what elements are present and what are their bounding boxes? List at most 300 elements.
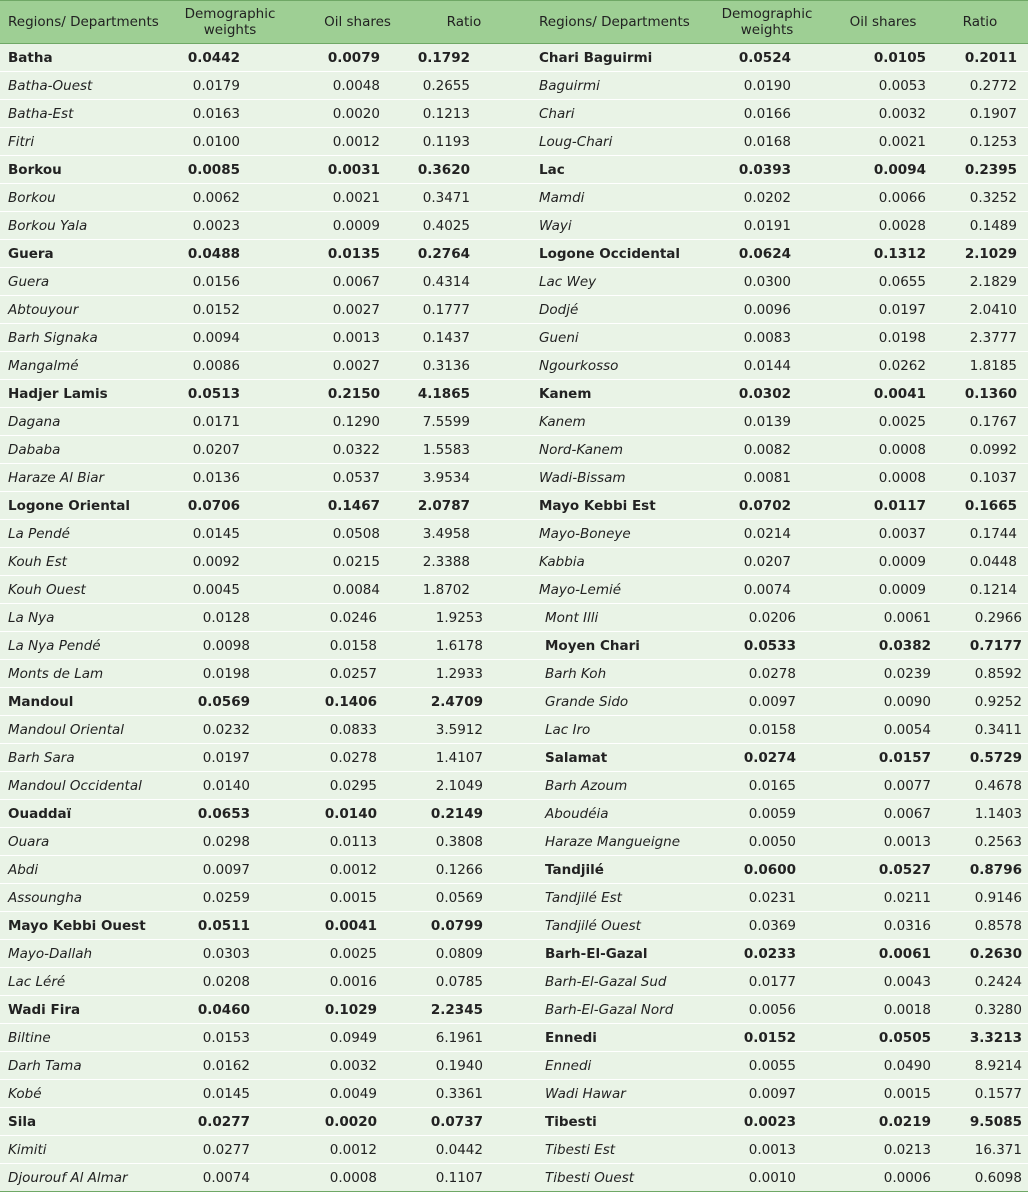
ratio-cell: 0.3252 [969,189,1017,206]
demographic-weight-cell: 0.0163 [192,105,240,122]
left-department-entry [0,1052,531,1079]
demographic-weight-cell: 0.0233 [743,945,796,962]
left-department-entry [0,100,531,127]
demographic-weight-cell: 0.0055 [748,1057,796,1074]
name-cell: Mangalmé [8,357,79,374]
oil-share-cell: 0.1029 [324,1001,377,1018]
right-region-entry [531,1108,1028,1135]
name-cell: Barh-El-Gazal Sud [545,973,667,990]
oil-share-cell: 0.0037 [878,525,926,542]
oil-share-cell: 0.0219 [878,1113,931,1130]
left-department-entry [0,352,531,379]
ratio-cell: 8.9214 [974,1057,1022,1074]
demographic-weight-cell: 0.0085 [187,161,240,178]
name-cell: Mayo Kebbi Est [539,497,656,514]
oil-share-cell: 0.0061 [883,609,931,626]
demographic-weight-cell: 0.0298 [202,833,250,850]
oil-share-cell: 0.0094 [873,161,926,178]
demographic-weight-cell: 0.0600 [743,861,796,878]
oil-share-cell: 0.0527 [878,861,931,878]
ratio-cell: 0.2630 [969,945,1022,962]
oil-share-cell: 0.0027 [332,357,380,374]
demographic-weight-cell: 0.0097 [748,1085,796,1102]
name-cell: La Pendé [8,525,70,542]
oil-share-cell: 0.0322 [332,441,380,458]
oil-share-cell: 0.0025 [878,413,926,430]
oil-share-cell: 0.0278 [329,749,377,766]
demographic-weight-cell: 0.0062 [192,189,240,206]
name-cell: Guera [8,245,54,262]
name-cell: Logone Oriental [8,497,131,514]
table-row [0,492,1028,520]
oil-share-cell: 0.0013 [332,329,380,346]
oil-share-cell: 0.0012 [329,861,377,878]
left-department-entry [0,268,531,295]
demographic-weight-cell: 0.0214 [743,525,791,542]
oil-share-cell: 0.0012 [332,133,380,150]
demographic-weight-cell: 0.0393 [738,161,791,178]
demographic-weight-cell: 0.0165 [748,777,796,794]
ratio-cell: 0.4314 [422,273,470,290]
demographic-weight-cell: 0.0171 [192,413,240,430]
oil-share-cell: 0.1406 [324,693,377,710]
col-header-ratio: Ratio [962,14,998,30]
name-cell: Dagana [8,413,61,430]
ratio-cell: 0.1907 [969,105,1017,122]
ratio-cell: 0.9146 [974,889,1022,906]
name-cell: Wadi Hawar [545,1085,626,1102]
demographic-weight-cell: 0.0074 [743,581,791,598]
name-cell: Abtouyour [8,301,79,318]
demographic-weight-cell: 0.0511 [197,917,250,934]
demographic-weight-cell: 0.0303 [202,945,250,962]
left-department-entry [0,828,531,855]
oil-share-cell: 0.0117 [873,497,926,514]
demographic-weight-cell: 0.0208 [202,973,250,990]
ratio-cell: 0.1037 [969,469,1017,486]
col-header-regions: Regions/ Departments [539,14,690,30]
ratio-cell: 0.1107 [435,1169,483,1186]
name-cell: Salamat [545,749,608,766]
left-department-entry [0,212,531,239]
name-cell: Tandjilé Ouest [545,917,641,934]
name-cell: Mamdi [539,189,585,206]
col-header-oil-shares: Oil shares [324,14,391,30]
demographic-weight-cell: 0.0702 [738,497,791,514]
right-department-entry [531,1136,1028,1163]
right-department-entry [531,324,1028,351]
name-cell: Haraze Al Biar [8,469,105,486]
name-cell: Ouaddaï [8,805,72,822]
col-header-ratio: Ratio [446,14,482,30]
name-cell: Ennedi [545,1029,597,1046]
oil-share-cell: 0.0215 [332,553,380,570]
oil-share-cell: 0.0067 [332,273,380,290]
left-department-entry [0,324,531,351]
demographic-weight-cell: 0.0059 [748,805,796,822]
left-region-entry [0,800,531,827]
oil-share-cell: 0.0008 [878,469,926,486]
left-department-entry [0,1136,531,1163]
name-cell: Haraze Mangueigne [545,833,681,850]
right-department-entry [531,604,1028,631]
demographic-weight-cell: 0.0145 [192,525,240,542]
ratio-cell: 0.1193 [422,133,470,150]
right-department-entry [531,688,1028,715]
table-row [0,436,1028,464]
left-department-entry [0,772,531,799]
name-cell: Loug-Chari [539,133,613,150]
demographic-weight-cell: 0.0152 [743,1029,796,1046]
oil-share-cell: 0.0135 [327,245,380,262]
demographic-weight-cell: 0.0100 [192,133,240,150]
table-row [0,716,1028,744]
name-cell: Nord-Kanem [539,441,624,458]
table-row [0,408,1028,436]
left-department-entry [0,128,531,155]
left-department-entry [0,604,531,631]
demographic-weight-cell: 0.0524 [738,49,791,66]
name-cell: Lac [539,161,565,178]
ratio-cell: 0.1767 [969,413,1017,430]
ratio-cell: 0.7177 [969,637,1022,654]
oil-share-cell: 0.0655 [878,273,926,290]
ratio-cell: 0.3808 [435,833,483,850]
table-row [0,576,1028,604]
ratio-cell: 2.0787 [417,497,470,514]
right-department-entry [531,968,1028,995]
oil-share-cell: 0.0246 [329,609,377,626]
ratio-cell: 0.8578 [974,917,1022,934]
name-cell: Darh Tama [8,1057,82,1074]
ratio-cell: 0.2563 [974,833,1022,850]
table-row [0,688,1028,716]
table-body [0,44,1028,1192]
left-region-entry [0,156,531,183]
name-cell: Chari [539,105,575,122]
left-department-entry [0,856,531,883]
header-left [0,1,531,43]
name-cell: Tibesti Est [545,1141,616,1158]
demographic-weight-cell: 0.0202 [743,189,791,206]
ratio-cell: 0.1253 [969,133,1017,150]
table-row [0,268,1028,296]
right-region-entry [531,856,1028,883]
demographic-weight-cell: 0.0278 [748,665,796,682]
left-department-entry [0,660,531,687]
demographic-weight-cell: 0.0302 [738,385,791,402]
demographic-weight-cell: 0.0569 [197,693,250,710]
ratio-cell: 0.2395 [964,161,1017,178]
ratio-cell: 0.0442 [435,1141,483,1158]
demographic-weight-cell: 0.0045 [192,581,240,598]
name-cell: Monts de Lam [8,665,104,682]
oil-share-cell: 0.1290 [332,413,380,430]
demographic-weight-cell: 0.0533 [743,637,796,654]
demographic-weight-cell: 0.0097 [748,693,796,710]
right-region-entry [531,632,1028,659]
col-header-regions: Regions/ Departments [8,14,159,30]
left-department-entry [0,744,531,771]
name-cell: Barh-El-Gazal [545,945,648,962]
name-cell: Tandjilé [545,861,604,878]
name-cell: Kouh Ouest [8,581,86,598]
demographic-weight-cell: 0.0442 [187,49,240,66]
ratio-cell: 2.2345 [430,1001,483,1018]
ratio-cell: 0.1792 [417,49,470,66]
ratio-cell: 0.3136 [422,357,470,374]
oil-share-cell: 0.0077 [883,777,931,794]
right-department-entry [531,212,1028,239]
oil-share-cell: 0.0008 [878,441,926,458]
name-cell: Borkou [8,189,56,206]
oil-share-cell: 0.0295 [329,777,377,794]
ratio-cell: 2.1049 [435,777,483,794]
ratio-cell: 0.5729 [969,749,1022,766]
ratio-cell: 0.9252 [974,693,1022,710]
col-header-demographic-weights: Demographic weights [184,6,276,38]
name-cell: Assoungha [8,889,83,906]
left-department-entry [0,716,531,743]
name-cell: Borkou [8,161,62,178]
name-cell: Mandoul Oriental [8,721,125,738]
col-header-oil-shares: Oil shares [849,14,917,30]
ratio-cell: 0.3471 [422,189,470,206]
table-row [0,828,1028,856]
ratio-cell: 0.1940 [435,1057,483,1074]
right-department-entry [531,352,1028,379]
oil-share-cell: 0.0067 [883,805,931,822]
name-cell: Wadi-Bissam [539,469,626,486]
oil-share-cell: 0.0140 [324,805,377,822]
right-department-entry [531,436,1028,463]
demographic-weight-cell: 0.0197 [202,749,250,766]
ratio-cell: 2.3388 [422,553,470,570]
right-department-entry [531,268,1028,295]
demographic-weight-cell: 0.0139 [743,413,791,430]
demographic-weight-cell: 0.0083 [743,329,791,346]
oil-share-cell: 0.0257 [329,665,377,682]
header-right [531,1,1028,43]
right-department-entry [531,128,1028,155]
ratio-cell: 0.1437 [422,329,470,346]
ratio-cell: 0.1777 [422,301,470,318]
right-region-entry [531,744,1028,771]
right-department-entry [531,100,1028,127]
ratio-cell: 1.6178 [435,637,483,654]
demographic-weight-cell: 0.0277 [202,1141,250,1158]
left-department-entry [0,408,531,435]
demographic-weight-cell: 0.0082 [743,441,791,458]
table-row [0,912,1028,940]
left-region-entry [0,996,531,1023]
ratio-cell: 1.1403 [974,805,1022,822]
ratio-cell: 0.2149 [430,805,483,822]
name-cell: Barh-El-Gazal Nord [545,1001,674,1018]
name-cell: Fitri [8,133,35,150]
oil-share-cell: 0.0041 [873,385,926,402]
left-department-entry [0,576,531,603]
oil-share-cell: 0.0020 [332,105,380,122]
name-cell: Kabbia [539,553,585,570]
name-cell: Kanem [539,413,586,430]
demographic-weight-cell: 0.0010 [748,1169,796,1186]
right-region-entry [531,156,1028,183]
table-row [0,996,1028,1024]
demographic-weight-cell: 0.0096 [743,301,791,318]
name-cell: Tibesti Ouest [545,1169,635,1186]
oil-share-cell: 0.0239 [883,665,931,682]
ratio-cell: 2.1029 [964,245,1017,262]
oil-share-cell: 0.0105 [873,49,926,66]
demographic-weight-cell: 0.0056 [748,1001,796,1018]
demographic-weight-cell: 0.0136 [192,469,240,486]
name-cell: Mont Illi [545,609,599,626]
left-department-entry [0,548,531,575]
demographic-weight-cell: 0.0177 [748,973,796,990]
name-cell: Ouara [8,833,50,850]
name-cell: Batha [8,49,53,66]
oil-share-cell: 0.0048 [332,77,380,94]
oil-share-cell: 0.0018 [883,1001,931,1018]
right-department-entry [531,408,1028,435]
oil-share-cell: 0.0032 [878,105,926,122]
demographic-weight-cell: 0.0162 [202,1057,250,1074]
table-row [0,44,1028,72]
demographic-weight-cell: 0.0097 [202,861,250,878]
ratio-cell: 1.2933 [435,665,483,682]
left-department-entry [0,940,531,967]
ratio-cell: 2.4709 [430,693,483,710]
table-header [0,0,1028,44]
left-department-entry [0,1080,531,1107]
ratio-cell: 0.4678 [974,777,1022,794]
left-department-entry [0,632,531,659]
demographic-weight-cell: 0.0274 [743,749,796,766]
oil-share-cell: 0.0211 [883,889,931,906]
demographic-weight-cell: 0.0013 [748,1141,796,1158]
name-cell: Kouh Est [8,553,67,570]
oil-share-cell: 0.0015 [329,889,377,906]
name-cell: Mandoul [8,693,74,710]
demographic-weight-cell: 0.0023 [192,217,240,234]
oil-share-cell: 0.0028 [878,217,926,234]
oil-share-cell: 0.0016 [329,973,377,990]
ratio-cell: 0.1744 [969,525,1017,542]
oil-share-cell: 0.0382 [878,637,931,654]
oil-share-cell: 0.0053 [878,77,926,94]
ratio-cell: 0.3411 [974,721,1022,738]
name-cell: Mandoul Occidental [8,777,142,794]
ratio-cell: 0.1489 [969,217,1017,234]
ratio-cell: 1.4107 [435,749,483,766]
name-cell: Dababa [8,441,61,458]
left-region-entry [0,1108,531,1135]
oil-share-cell: 0.0013 [883,833,931,850]
table-row [0,800,1028,828]
ratio-cell: 0.6098 [974,1169,1022,1186]
demographic-weight-cell: 0.0023 [743,1113,796,1130]
oil-share-cell: 0.0009 [878,581,926,598]
demographic-weight-cell: 0.0168 [743,133,791,150]
name-cell: Djourouf Al Almar [8,1169,128,1186]
ratio-cell: 0.1577 [974,1085,1022,1102]
ratio-cell: 0.0569 [435,889,483,906]
ratio-cell: 0.0448 [969,553,1017,570]
ratio-cell: 0.2764 [417,245,470,262]
ratio-cell: 0.8592 [974,665,1022,682]
demographic-weight-cell: 0.0206 [748,609,796,626]
name-cell: La Nya [8,609,55,626]
name-cell: Hadjer Lamis [8,385,108,402]
left-region-entry [0,492,531,519]
demographic-weight-cell: 0.0153 [202,1029,250,1046]
ratio-cell: 0.8796 [969,861,1022,878]
name-cell: Mayo-Lemié [539,581,622,598]
right-department-entry [531,1052,1028,1079]
table-row [0,772,1028,800]
name-cell: Kobé [8,1085,42,1102]
oil-share-cell: 0.1467 [327,497,380,514]
ratio-cell: 6.1961 [435,1029,483,1046]
col-header-demographic-weights: Demographic weights [721,6,813,38]
demographic-weight-cell: 0.0081 [743,469,791,486]
ratio-cell: 0.1214 [969,581,1017,598]
oil-share-cell: 0.0020 [324,1113,377,1130]
right-department-entry [531,912,1028,939]
name-cell: Guera [8,273,50,290]
oil-share-cell: 0.0505 [878,1029,931,1046]
right-department-entry [531,520,1028,547]
table-row [0,464,1028,492]
right-department-entry [531,184,1028,211]
name-cell: Lac Wey [539,273,597,290]
name-cell: Barh Signaka [8,329,98,346]
demographic-weight-cell: 0.0144 [743,357,791,374]
demographic-weight-cell: 0.0231 [748,889,796,906]
demographic-weight-cell: 0.0369 [748,917,796,934]
ratio-cell: 3.5912 [435,721,483,738]
demographic-weight-cell: 0.0191 [743,217,791,234]
right-department-entry [531,660,1028,687]
left-region-entry [0,240,531,267]
left-department-entry [0,184,531,211]
right-department-entry [531,828,1028,855]
ratio-cell: 0.0785 [435,973,483,990]
left-region-entry [0,44,531,71]
table-row [0,296,1028,324]
name-cell: Abdi [8,861,39,878]
right-department-entry [531,800,1028,827]
left-department-entry [0,1024,531,1051]
right-department-entry [531,716,1028,743]
name-cell: Sila [8,1113,37,1130]
table-row [0,100,1028,128]
oil-share-cell: 0.0015 [883,1085,931,1102]
oil-share-cell: 0.0032 [329,1057,377,1074]
right-department-entry [531,296,1028,323]
ratio-cell: 2.0410 [969,301,1017,318]
name-cell: Biltine [8,1029,51,1046]
right-region-entry [531,380,1028,407]
ratio-cell: 0.4025 [422,217,470,234]
right-department-entry [531,72,1028,99]
ratio-cell: 0.0799 [430,917,483,934]
right-department-entry [531,772,1028,799]
ratio-cell: 1.8185 [969,357,1017,374]
table-row [0,856,1028,884]
right-region-entry [531,44,1028,71]
